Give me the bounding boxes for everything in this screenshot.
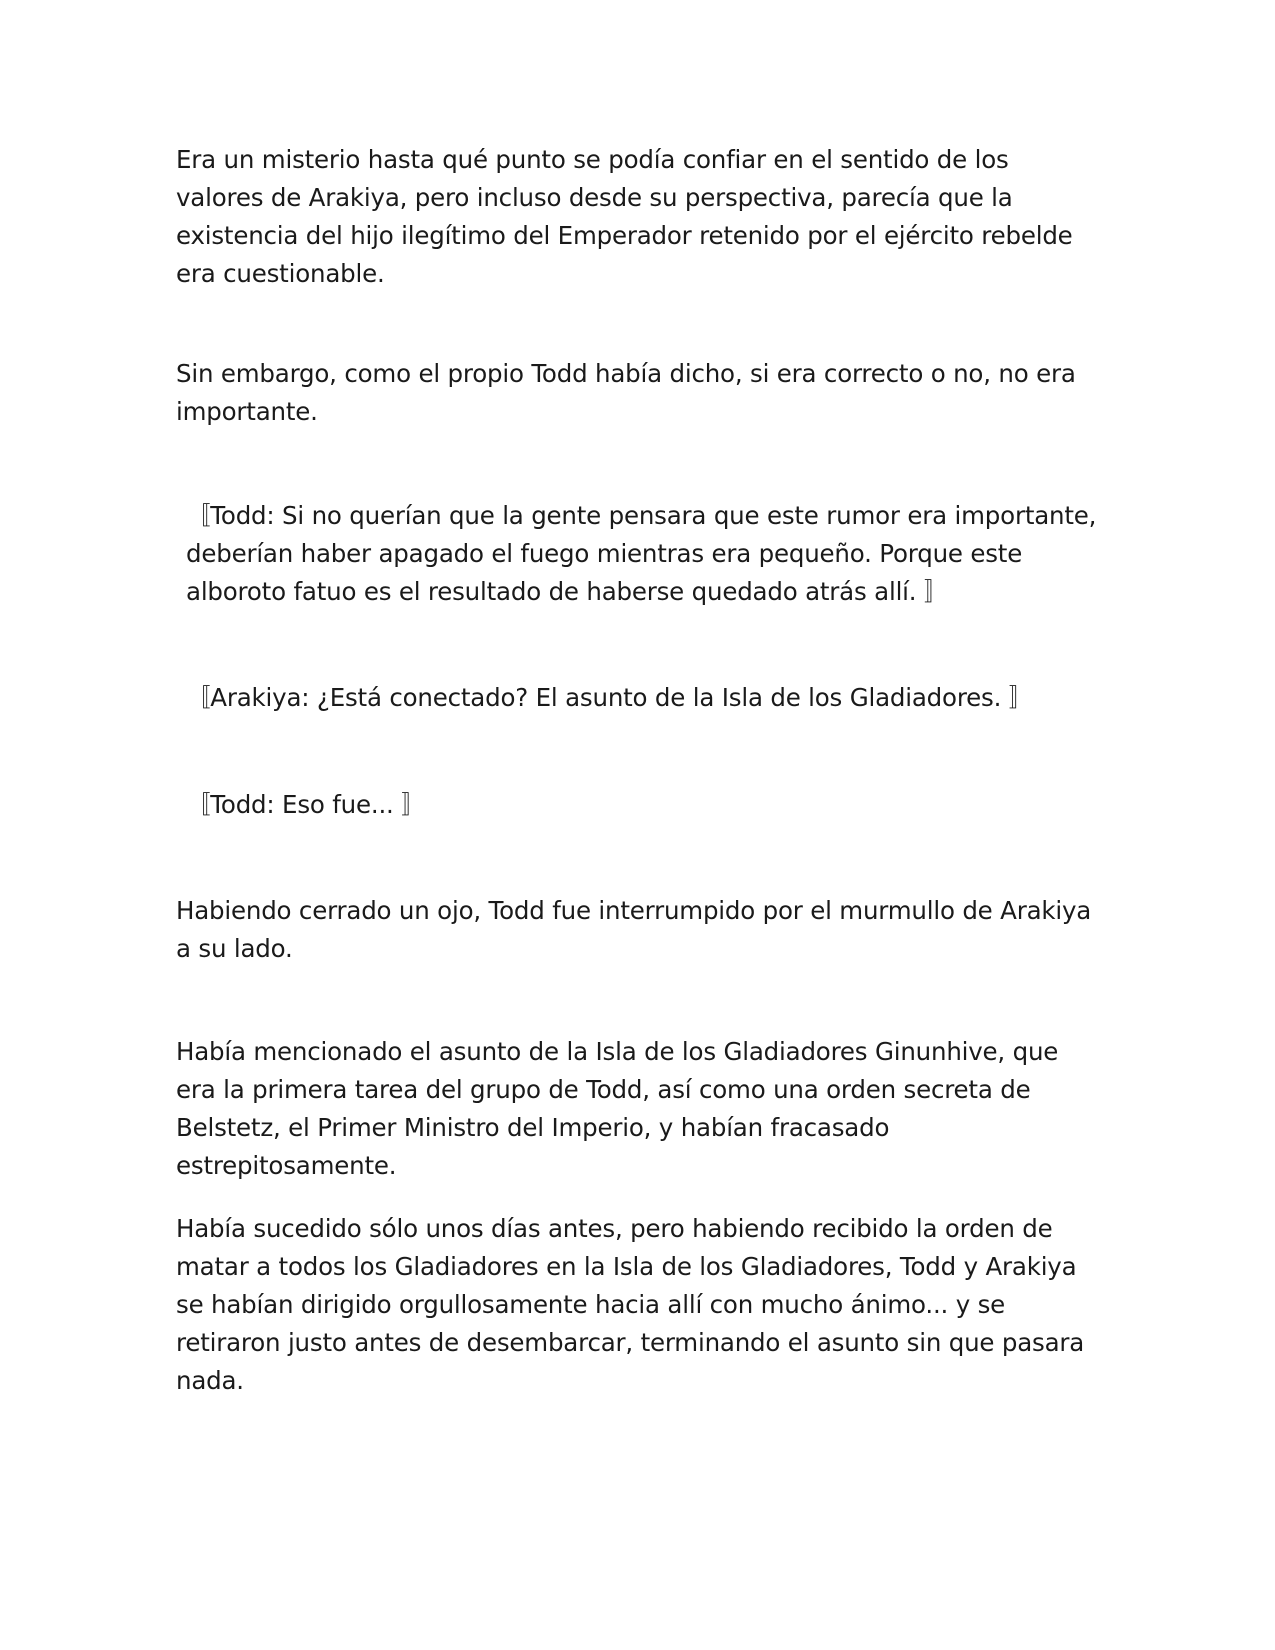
paragraph-narration-2: Sin embargo, como el propio Todd había dicho, si era correcto o no, no era importante. — [176, 359, 1076, 426]
paragraph-narration-4: Había mencionado el asunto de la Isla de los Gladiadores Ginunhive, que era la primera tarea del grupo de Todd, así como una orden secreta de Belstetz, el Primer Ministro del Imperio, y habían fracasado estrepitosamente. — [176, 1037, 1059, 1180]
paragraph-narration-5: Había sucedido sólo unos días antes, pero habiendo recibido la orden de matar a todos los Gladiadores en la Isla de los Gladiadores, Todd y Arakiya se habían dirigido orgullosamente hacia allí con mucho ánimo... y se retiraron justo antes de desembarcar, terminando el asunto sin que pasara nada. — [176, 1214, 1085, 1395]
paragraph-dialogue-todd-2: 〚Todd: Eso fue... 〛 — [186, 790, 426, 819]
paragraph-narration-3: Habiendo cerrado un ojo, Todd fue interrumpido por el murmullo de Arakiya a su lado. — [176, 896, 1092, 963]
paragraph-dialogue-arakiya: 〚Arakiya: ¿Está conectado? El asunto de la Isla de los Gladiadores. 〛 — [186, 683, 1034, 712]
paragraph-dialogue-todd-1: 〚Todd: Si no querían que la gente pensara que este rumor era importante, deberían haber apagado el fuego mientras era pequeño. Porque este alboroto fatuo es el resultado de haberse quedado atrás allí. 〛 — [186, 501, 1097, 606]
paragraph-narration-1: Era un misterio hasta qué punto se podía confiar en el sentido de los valores de Arakiya, pero incluso desde su perspectiva, parecía que la existencia del hijo ilegítimo del Emperador retenido por el ejército rebelde era cuestionable. — [176, 145, 1073, 288]
